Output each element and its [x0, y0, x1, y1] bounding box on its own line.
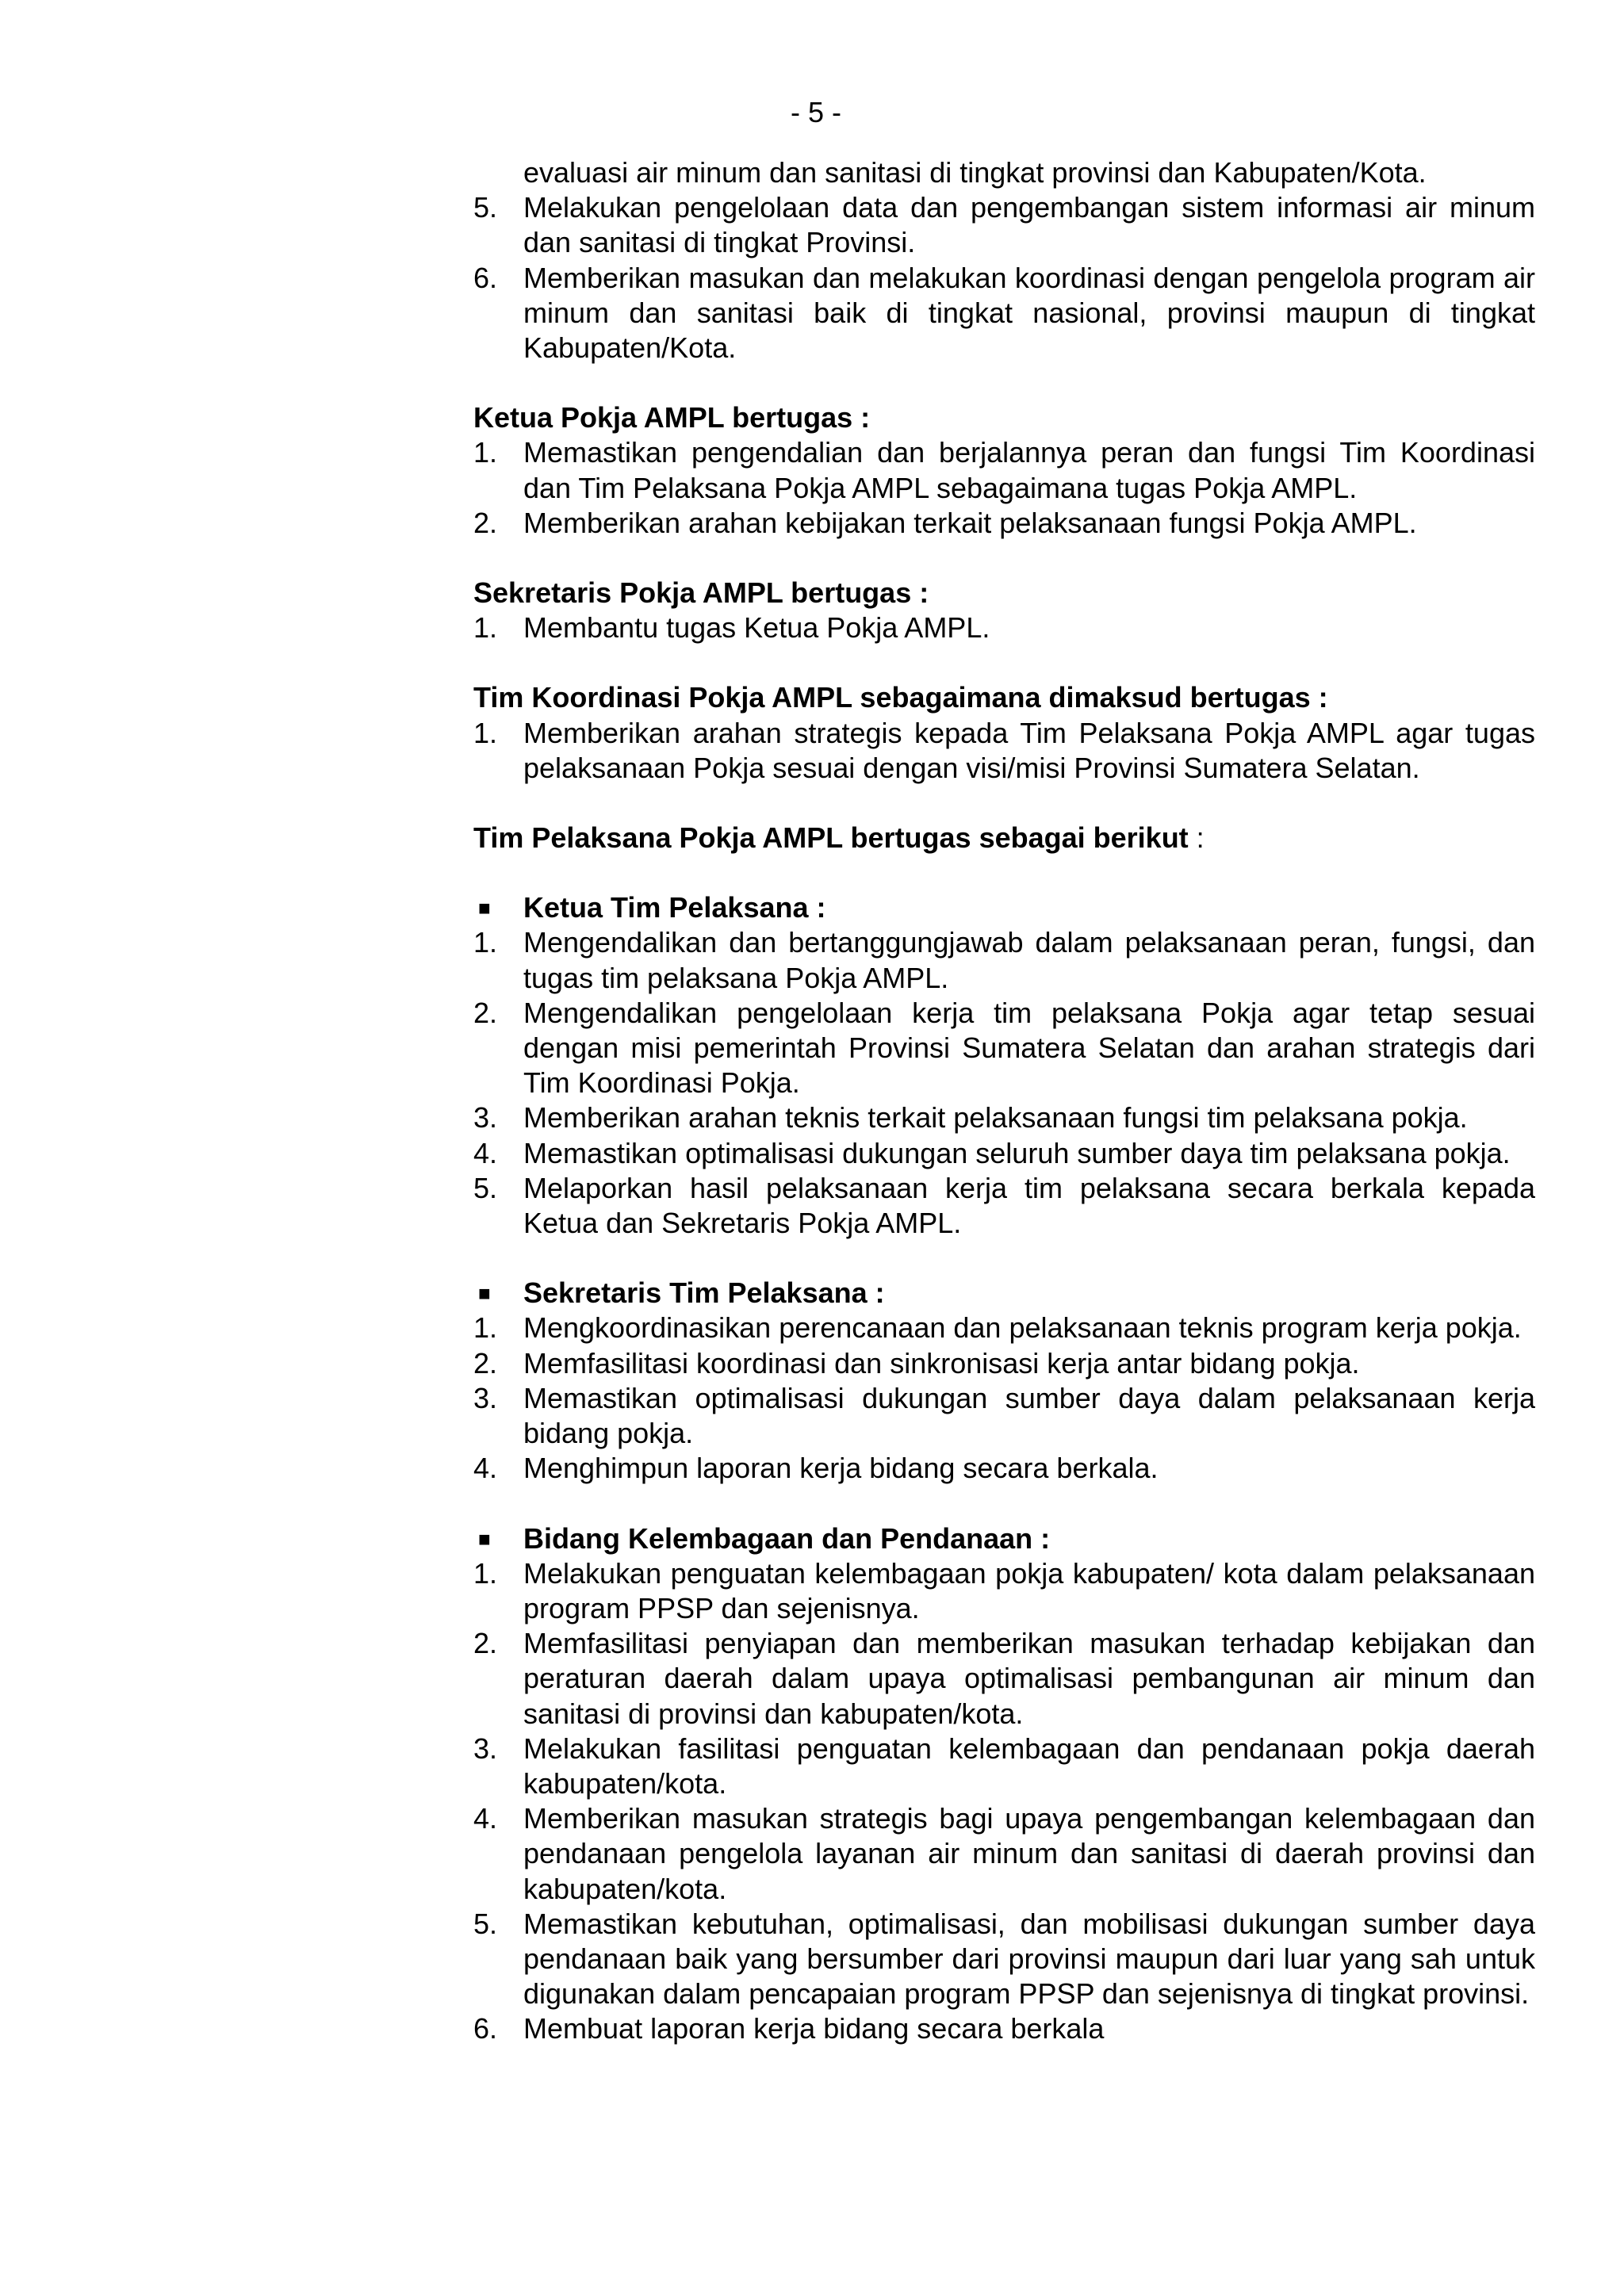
square-bullet-icon: ■ — [478, 1281, 491, 1306]
tim-koordinasi-list — [473, 716, 1535, 786]
list-item — [473, 1171, 1535, 1241]
continuation-text: evaluasi air minum dan sanitasi di tingkat provinsi dan Kabupaten/Kota. — [523, 156, 1427, 189]
subsection-sekretaris-tim — [473, 1276, 1535, 1311]
item-text: Membuat laporan kerja bidang secara berkala — [523, 2012, 1105, 2045]
item-text: Memfasilitasi koordinasi dan sinkronisasi kerja antar bidang pokja. — [523, 1346, 1360, 1380]
list-item — [473, 1626, 1535, 1732]
item-number: 1. — [473, 611, 498, 645]
item-number: 6. — [473, 2012, 498, 2045]
item-text: Mengendalikan pengelolaan kerja tim pelaksana Pokja agar tetap sesuai dengan misi pemerintah Provinsi Sumatera Selatan dan arahan strategis dari Tim Koordinasi Pokja. — [523, 996, 1535, 1100]
item-text: Membantu tugas Ketua Pokja AMPL. — [523, 611, 990, 645]
item-text: Memastikan optimalisasi dukungan sumber daya dalam pelaksanaan kerja bidang pokja. — [523, 1381, 1535, 1450]
item-number: 3. — [473, 1381, 498, 1414]
item-number: 1. — [473, 436, 498, 469]
bidang-kelembagaan-list — [473, 1556, 1535, 2047]
item-number: 3. — [473, 1732, 498, 1765]
list-item — [473, 2011, 1535, 2046]
list-item — [473, 1451, 1535, 1486]
list-item — [473, 435, 1535, 505]
item-number: 5. — [473, 1171, 498, 1204]
sekretaris-list — [473, 610, 1535, 645]
item-number: 4. — [473, 1452, 498, 1485]
item-number: 1. — [473, 926, 498, 959]
item-text: Memastikan pengendalian dan berjalannya peran dan fungsi Tim Koordinasi dan Tim Pelaksana Pokja AMPL sebagaimana tugas Pokja AMPL. — [523, 436, 1535, 504]
item-text: Mengendalikan dan bertanggungjawab dalam pelaksanaan peran, fungsi, dan tugas tim pelaksana Pokja AMPL. — [523, 926, 1535, 994]
subsection-ketua-tim — [473, 890, 1535, 925]
list-item — [473, 1311, 1535, 1345]
list-item — [473, 610, 1535, 645]
item-number: 1. — [473, 716, 498, 749]
list-item — [473, 1136, 1535, 1171]
heading-colon: : — [1188, 821, 1205, 855]
list-item — [473, 1381, 1535, 1451]
heading-bold-text: Tim Pelaksana Pokja AMPL bertugas sebagai berikut — [473, 821, 1189, 855]
section-heading-tim-koordinasi: Tim Koordinasi Pokja AMPL sebagaimana dimaksud bertugas : — [473, 681, 1328, 714]
list-item — [473, 1346, 1535, 1381]
item-text: Memberikan arahan strategis kepada Tim Pelaksana Pokja AMPL agar tugas pelaksanaan Pokja sesuai dengan visi/misi Provinsi Sumatera Selatan. — [523, 716, 1535, 784]
subsection-title: Bidang Kelembagaan dan Pendanaan : — [523, 1521, 1051, 1555]
list-item — [473, 1100, 1535, 1135]
item-text: Mengkoordinasikan perencanaan dan pelaksanaan teknis program kerja pokja. — [523, 1311, 1522, 1345]
item-text: Memfasilitasi penyiapan dan memberikan masukan terhadap kebijakan dan peraturan daerah dalam upaya optimalisasi pembangunan air minum dan sanitasi di provinsi dan kabupaten/kota. — [523, 1627, 1535, 1730]
item-text: Memberikan arahan teknis terkait pelaksanaan fungsi tim pelaksana pokja. — [523, 1101, 1468, 1135]
list-item — [473, 1556, 1535, 1626]
list-item — [473, 1907, 1535, 2012]
page-number: - 5 - — [790, 96, 841, 128]
item-text: Menghimpun laporan kerja bidang secara berkala. — [523, 1452, 1159, 1485]
list-item — [473, 261, 1535, 366]
item-number: 1. — [473, 1311, 498, 1345]
item-text: Memberikan arahan kebijakan terkait pelaksanaan fungsi Pokja AMPL. — [523, 506, 1417, 539]
item-text: Memberikan masukan strategis bagi upaya pengembangan kelembagaan dan pendanaan pengelola layanan air minum dan sanitasi di daerah provinsi dan kabupaten/kota. — [523, 1802, 1535, 1905]
list-item — [473, 190, 1535, 260]
item-text: Memastikan optimalisasi dukungan seluruh sumber daya tim pelaksana pokja. — [523, 1136, 1511, 1169]
list-item — [473, 996, 1535, 1101]
subsection-bidang-kelembagaan — [473, 1521, 1535, 1556]
list-item — [473, 925, 1535, 995]
item-text: Melakukan pengelolaan data dan pengembangan sistem informasi air minum dan sanitasi di tingkat Provinsi. — [523, 191, 1535, 259]
item-text: Memastikan kebutuhan, optimalisasi, dan mobilisasi dukungan sumber daya pendanaan baik yang bersumber dari provinsi maupun dari luar yang sah untuk digunakan dalam pencapaian program PPSP dan sejenisnya di tingkat provinsi. — [523, 1907, 1535, 2011]
item-number: 4. — [473, 1136, 498, 1169]
sekretaris-tim-list — [473, 1311, 1535, 1486]
document-body — [473, 155, 1535, 2047]
square-bullet-icon: ■ — [478, 1526, 491, 1551]
ketua-tim-list — [473, 925, 1535, 1241]
item-number: 2. — [473, 996, 498, 1029]
item-text: Melakukan penguatan kelembagaan pokja kabupaten/ kota dalam pelaksanaan program PPSP dan sejenisnya. — [523, 1556, 1535, 1624]
list-item — [473, 1801, 1535, 1907]
item-text: Melaporkan hasil pelaksanaan kerja tim pelaksana secara berkala kepada Ketua dan Sekretaris Pokja AMPL. — [523, 1171, 1535, 1240]
ketua-list — [473, 435, 1535, 541]
item-number: 3. — [473, 1101, 498, 1135]
subsection-title: Sekretaris Tim Pelaksana : — [523, 1276, 885, 1310]
section-heading-tim-pelaksana — [473, 821, 1535, 855]
item-text: Melakukan fasilitasi penguatan kelembagaan dan pendanaan pokja daerah kabupaten/kota. — [523, 1732, 1535, 1800]
item-number: 6. — [473, 261, 498, 294]
section-heading-ketua: Ketua Pokja AMPL bertugas : — [473, 401, 871, 434]
item-number: 5. — [473, 1907, 498, 1940]
item-number: 2. — [473, 1346, 498, 1380]
list-item — [473, 716, 1535, 786]
item-text: Memberikan masukan dan melakukan koordinasi dengan pengelola program air minum dan sanitasi baik di tingkat nasional, provinsi maupun di tingkat Kabupaten/Kota. — [523, 261, 1535, 365]
item-number: 4. — [473, 1802, 498, 1835]
intro-list — [473, 190, 1535, 365]
item-number: 5. — [473, 191, 498, 224]
subsection-title: Ketua Tim Pelaksana : — [523, 891, 826, 924]
item-number: 2. — [473, 506, 498, 539]
list-item — [473, 1732, 1535, 1801]
section-heading-sekretaris: Sekretaris Pokja AMPL bertugas : — [473, 576, 929, 610]
item-number: 2. — [473, 1627, 498, 1660]
list-item — [473, 506, 1535, 541]
square-bullet-icon: ■ — [478, 896, 491, 920]
item-number: 1. — [473, 1556, 498, 1590]
